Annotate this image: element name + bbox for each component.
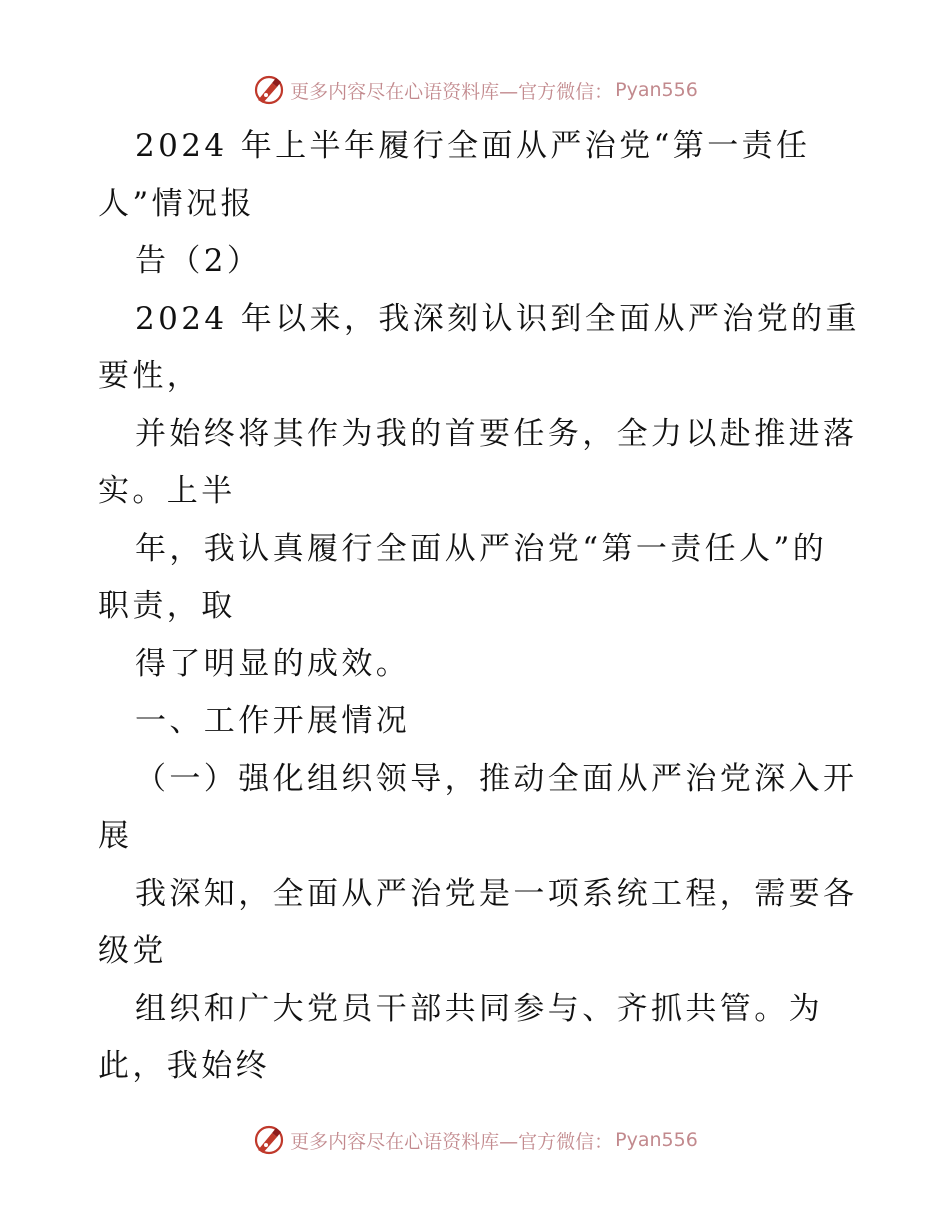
title-line-3: 告（2） (135, 243, 262, 279)
subsection-heading-line-1: （一）强化组织领导，推动全面从严治党深入开 (135, 760, 858, 797)
watermark-wechat-id: Pyan556 (615, 1129, 698, 1151)
paragraph-line: 要性， (98, 358, 202, 394)
header-watermark (0, 72, 950, 108)
paragraph-line: 级党 (98, 933, 167, 969)
watermark-wechat-id: Pyan556 (615, 79, 698, 101)
subsection-heading-line-2: 展 (98, 818, 133, 854)
paragraph-line: 并始终将其作为我的首要任务，全力以赴推进落 (135, 415, 858, 452)
section-heading: 一、工作开展情况 (135, 703, 411, 739)
paragraph-line: 年，我认真履行全面从严治党“第一责任人”的 (135, 530, 828, 567)
paragraph-line: 此，我始终 (98, 1048, 270, 1084)
pen-logo-icon (252, 73, 286, 107)
title-line-2: 人”情况报 (98, 185, 255, 222)
pen-logo-icon (252, 1123, 286, 1157)
paragraph-line: 组织和广大党员干部共同参与、齐抓共管。为 (135, 990, 823, 1027)
paragraph-line: 实。上半 (98, 473, 236, 509)
paragraph-line: 得了明显的成效。 (135, 645, 411, 682)
document-body (98, 118, 858, 1096)
paragraph-line: 我深知，全面从严治党是一项系统工程，需要各 (135, 875, 858, 912)
footer-watermark (0, 1122, 950, 1158)
watermark-text: 更多内容尽在心语资料库—官方微信： (290, 1130, 614, 1153)
paragraph-line: 职责，取 (98, 588, 236, 624)
title-line-1: 2024 年上半年履行全面从严治党“第一责任 (135, 128, 811, 164)
paragraph-line: 2024 年以来，我深刻认识到全面从严治党的重 (135, 300, 860, 337)
watermark-text: 更多内容尽在心语资料库—官方微信： (290, 80, 614, 103)
